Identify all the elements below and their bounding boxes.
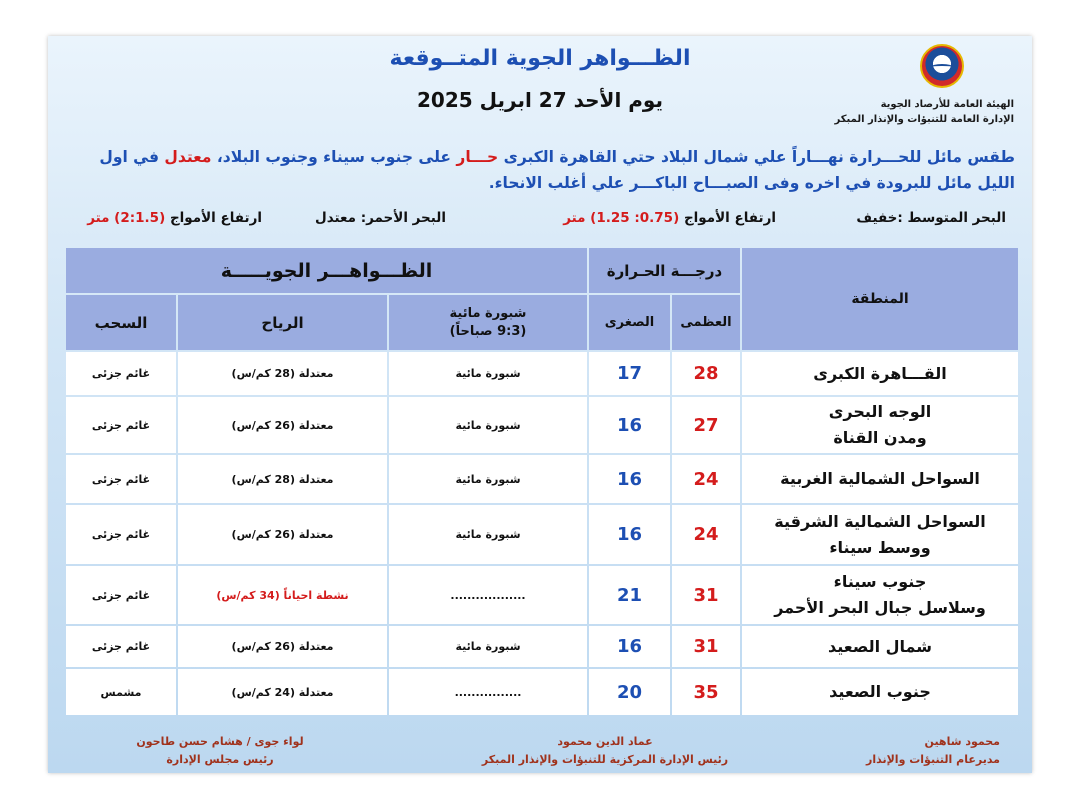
region-line-1: الوجه البحرى <box>828 402 932 421</box>
header-fog: شبورة مائية (9:3 صباحاً) <box>389 295 587 350</box>
med-waves: ارتفاع الأمواج (0.75: 1.25) متر <box>563 210 776 226</box>
max-cell: 24 <box>672 505 740 564</box>
summary-mild: معتدل <box>164 148 212 166</box>
sea-conditions <box>66 210 1012 232</box>
wind-cell: نشطة احياناً (34 كم/س) <box>178 566 387 624</box>
right-signature-title: مديرعام التنبؤات والإنذار <box>866 753 1000 766</box>
clouds-cell: مشمس <box>66 669 176 715</box>
summary-part2: على جنوب سيناء وجنوب البلاد، <box>211 148 457 166</box>
min-cell: 16 <box>589 455 670 503</box>
min-cell: 16 <box>589 626 670 667</box>
wind-cell: معتدلة (24 كم/س) <box>178 669 387 715</box>
region-cell <box>742 352 1018 395</box>
fog-cell: شبورة مائية <box>389 397 587 453</box>
clouds-cell: غائم جزئى <box>66 566 176 624</box>
clouds-cell: غائم جزئى <box>66 455 176 503</box>
red-sea-state: البحر الأحمر: معتدل <box>315 210 446 226</box>
region-cell <box>742 455 1018 503</box>
region-line-1: السواحل الشمالية الغربية <box>780 469 980 488</box>
wind-cell: معتدلة (26 كم/س) <box>178 626 387 667</box>
right-signature-name: محمود شاهين <box>924 735 1000 748</box>
med-sea-state: البحر المتوسط :خفيف <box>856 210 1006 226</box>
header-min: الصغرى <box>589 295 670 350</box>
max-cell: 31 <box>672 626 740 667</box>
org-department: الإدارة العامة للتنبؤات والإنذار المبكر <box>834 114 1014 125</box>
forecast-date: يوم الأحد 27 ابريل 2025 <box>417 88 663 112</box>
fog-cell: شبورة مائية <box>389 352 587 395</box>
clouds-cell: غائم جزئى <box>66 626 176 667</box>
region-cell <box>742 397 1018 453</box>
clouds-cell: غائم جزئى <box>66 397 176 453</box>
header-wind: الرياح <box>178 295 387 350</box>
max-cell: 35 <box>672 669 740 715</box>
center-signature-name: عماد الدين محمود <box>557 735 653 748</box>
region-line-2: ومدن القناة <box>833 428 927 447</box>
fog-cell: .................. <box>389 566 587 624</box>
header-region: المنطقة <box>742 248 1018 350</box>
header-temperature: درجـــة الحـرارة <box>589 248 740 293</box>
fog-cell: ................ <box>389 669 587 715</box>
region-line-1: شمال الصعيد <box>828 636 932 656</box>
summary-part4: في اخره وفى الصبـــاح الباكـــر علي أغلب الانحاء. <box>488 174 872 192</box>
header-max: العظمى <box>672 295 740 350</box>
region-cell <box>742 566 1018 624</box>
min-cell: 20 <box>589 669 670 715</box>
region-cell <box>742 505 1018 564</box>
clouds-cell: غائم جزئى <box>66 352 176 395</box>
header-clouds: السحب <box>66 295 176 350</box>
red-sea-waves: ارتفاع الأمواج (2:1.5) متر <box>87 210 262 226</box>
summary-part1: طقس مائل للحـــرارة نهـــاراً علي شمال البلاد حتي القاهرة الكبرى <box>498 148 1015 166</box>
fog-cell: شبورة مائية <box>389 505 587 564</box>
left-signature-name: لواء جوى / هشام حسن طاحون <box>136 735 304 748</box>
page-title: الظـــواهر الجوية المتــوقعة <box>389 46 691 71</box>
summary-hot: حـــار <box>456 148 499 166</box>
max-cell: 31 <box>672 566 740 624</box>
region-line-1: القـــاهرة الكبرى <box>813 363 947 383</box>
left-signature-title: رئيس مجلس الإدارة <box>166 753 274 766</box>
center-signature-title: رئيس الإدارة المركزية للتنبؤات والإنذار المبكر <box>481 753 729 766</box>
region-cell <box>742 669 1018 715</box>
wind-cell: معتدلة (28 كم/س) <box>178 352 387 395</box>
min-cell: 21 <box>589 566 670 624</box>
max-cell: 27 <box>672 397 740 453</box>
region-line-2: ووسط سيناء <box>829 537 931 557</box>
org-name: الهيئة العامة للأرصاد الجوية <box>880 99 1014 110</box>
fog-cell: شبورة مائية <box>389 626 587 667</box>
max-cell: 24 <box>672 455 740 503</box>
min-cell: 16 <box>589 397 670 453</box>
region-line-1: السواحل الشمالية الشرقية <box>774 511 986 531</box>
wind-cell: معتدلة (26 كم/س) <box>178 397 387 453</box>
region-line-1: جنوب سيناء <box>833 572 927 591</box>
fog-cell: شبورة مائية <box>389 455 587 503</box>
forecast-table <box>66 248 1018 716</box>
min-cell: 16 <box>589 505 670 564</box>
region-line-1: جنوب الصعيد <box>829 682 931 701</box>
summary-part3: في اول الليل مائل للبرودة <box>99 148 1015 192</box>
max-cell: 28 <box>672 352 740 395</box>
min-cell: 17 <box>589 352 670 395</box>
meteorology-logo-icon <box>920 44 964 88</box>
region-cell <box>742 626 1018 667</box>
header-phenomena: الظـــواهـــر الجويـــــة <box>66 248 587 293</box>
wind-cell: معتدلة (26 كم/س) <box>178 505 387 564</box>
weather-summary <box>90 144 1015 196</box>
clouds-cell: غائم جزئى <box>66 505 176 564</box>
wind-cell: معتدلة (28 كم/س) <box>178 455 387 503</box>
region-line-2: وسلاسل جبال البحر الأحمر <box>774 598 986 617</box>
